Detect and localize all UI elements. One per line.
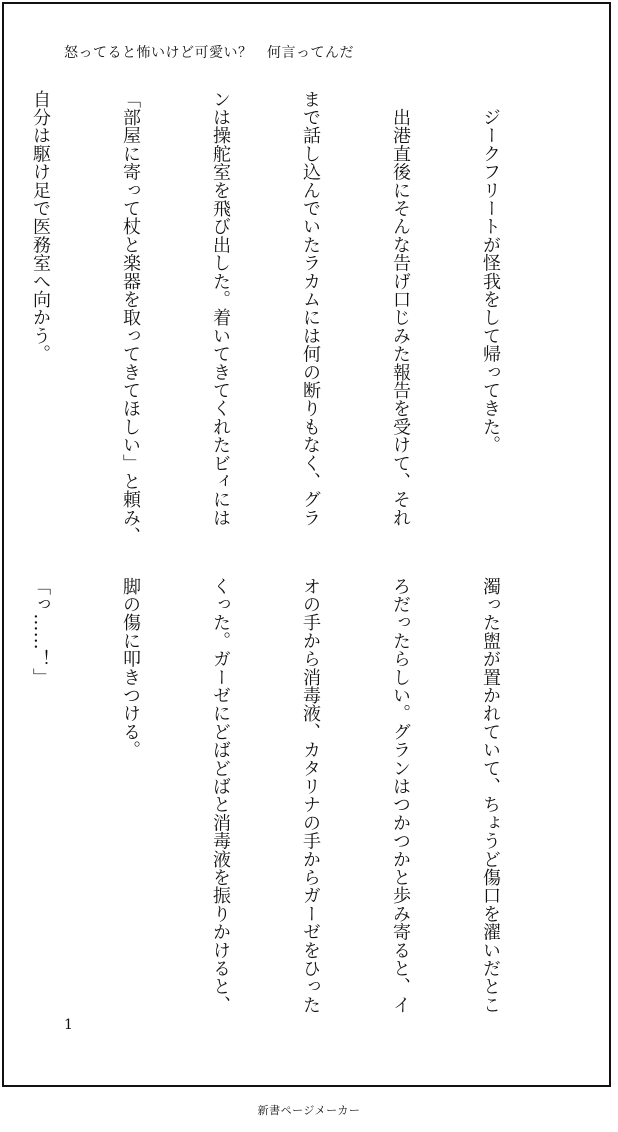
text-line: まで話し込んでいたラカムには何の断りもなく、グラ [300,90,321,527]
text-line: 「部屋に寄って杖と楽器を取ってきてほしい」と頼み、 [120,90,141,545]
text-line: 出港直後にそんな告げ口じみた報告を受けて、それ [390,90,411,527]
page-frame [2,2,611,1087]
body-text-upper [30,90,565,545]
text-line: 濁った盥が置かれていて、ちょうど傷口を濯いだとこ [480,577,501,1014]
body-text-lower [30,577,565,1017]
text-line: 自分は駆け足で医務室へ向かう。 [30,90,51,363]
text-line: ろだったらしい。グランはつかつかと歩み寄ると、イ [390,577,411,1014]
footer-credit: 新書ページメーカー [257,1104,361,1117]
text-line: ジークフリートが怪我をして帰ってきた。 [480,90,501,454]
text-line: 脚の傷に叩きつける。 [120,577,141,759]
page-number: 1 [64,1017,73,1033]
text-line: くった。ガーゼにどばどばと消毒液を振りかけると、 [210,577,231,1014]
text-line: 「っ……！」 [30,577,51,687]
text-line: ンは操舵室を飛び出した。着いてきてくれたビィには [210,90,231,527]
text-line: オの手から消毒液、カタリナの手からガーゼをひった [300,577,321,1014]
running-title: 怒ってると怖いけど可愛い？ 何言ってんだ [64,45,354,61]
